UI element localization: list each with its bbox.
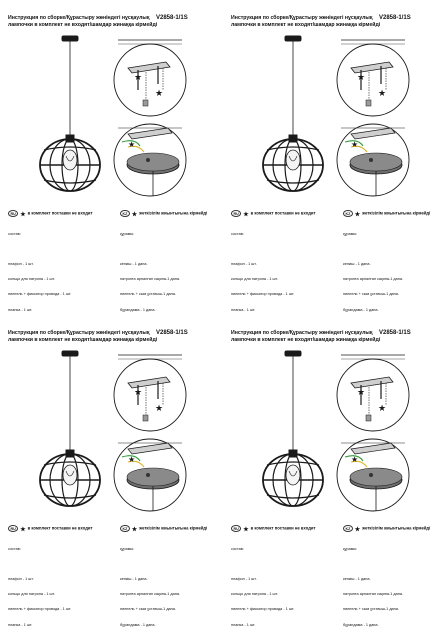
title-line-1: Инструкция по сборке/Құрастыру жөніндегі нұсқаулық — [8, 330, 150, 336]
star-mark: ★ — [357, 388, 366, 398]
kz-text-block — [343, 222, 443, 315]
title-line-2: лампочки в комплект не входят/шамдар жинаққа кірмейді — [8, 337, 158, 343]
instruction-copy — [0, 0, 223, 315]
ru-note — [8, 210, 93, 218]
kz-item: патронға арналған сақина-1 дана. — [343, 591, 404, 596]
ru-text-block — [8, 222, 113, 315]
kz-badge: KZ — [120, 525, 130, 532]
model-number: V2858-1/1S — [156, 15, 188, 21]
kz-heading: құрамы: — [120, 232, 135, 237]
ceiling-canopy — [62, 351, 78, 356]
ru-item: ниппель + фиксатор провода - 1 шт. — [8, 292, 72, 297]
canopy-install-detail — [114, 439, 186, 511]
title-line-2: лампочки в комплект не входят/шамдар жинаққа кірмейді — [8, 22, 158, 28]
kz-item: ниппель + сым ұстағыш-1 дана. — [343, 292, 399, 297]
model-number: V2858-1/1S — [379, 330, 411, 336]
ru-note-text: в комплект поставки не входит — [27, 525, 93, 531]
kz-item: кепкіш - 1 дана. — [120, 261, 148, 266]
kz-badge: KZ — [343, 525, 353, 532]
kz-item: кепкіш - 1 дана. — [120, 576, 148, 581]
ru-item: ниппель + фиксатор провода - 1 шт. — [231, 607, 295, 612]
star-mark: ★ — [134, 388, 143, 398]
ru-note-text: в комплект поставки не входит — [250, 210, 316, 216]
star-mark: ★ — [155, 89, 164, 99]
ru-heading: состав: — [231, 232, 244, 237]
pendant-lamp-image — [40, 351, 100, 506]
model-number: V2858-1/1S — [379, 15, 411, 21]
ru-heading: состав: — [8, 547, 21, 552]
kz-item: кепкіш - 1 дана. — [343, 261, 371, 266]
ceiling-canopy — [285, 36, 301, 41]
mounting-bar-detail — [337, 355, 409, 431]
ru-item: планка - 1 шт. — [8, 307, 33, 312]
ru-badge: RU — [231, 210, 241, 217]
kz-note — [343, 525, 430, 533]
ceiling-canopy — [62, 36, 78, 41]
kz-heading: құрамы: — [120, 547, 135, 552]
bulb — [286, 150, 300, 170]
ru-note — [231, 525, 316, 533]
mounting-bar-detail — [337, 40, 409, 116]
ru-item: плафон - 1 шт. — [231, 576, 257, 581]
ru-text-block — [231, 222, 336, 315]
star-mark: ★ — [357, 73, 366, 83]
kz-note-text: жеткізілім жиынтығына кірмейді — [139, 525, 208, 531]
kz-note — [120, 525, 207, 533]
ceiling-canopy — [285, 351, 301, 356]
ru-badge: RU — [8, 210, 18, 217]
canopy-install-detail — [337, 124, 409, 196]
kz-item: ниппель + сым ұстағыш-1 дана. — [343, 607, 399, 612]
instruction-copy — [223, 0, 446, 315]
star-mark: ★ — [351, 140, 359, 149]
bulb — [63, 465, 77, 485]
bulb — [286, 465, 300, 485]
star-mark: ★ — [378, 404, 387, 414]
star-mark: ★ — [128, 455, 136, 464]
ru-item: кольцо для патрона - 1 шт. — [231, 276, 278, 281]
ru-heading: состав: — [8, 232, 21, 237]
star-icon: ★ — [354, 526, 361, 533]
kz-item: бұрандама - 1 дана. — [120, 622, 156, 627]
kz-item: патронға арналған сақина-1 дана. — [343, 276, 404, 281]
kz-item: патронға арналған сақина-1 дана. — [120, 276, 181, 281]
model-number: V2858-1/1S — [156, 330, 188, 336]
kz-text-block — [343, 537, 443, 630]
kz-item: кепкіш - 1 дана. — [343, 576, 371, 581]
pendant-lamp-image — [40, 36, 100, 191]
star-icon: ★ — [243, 526, 249, 533]
ru-item: кольцо для патрона - 1 шт. — [8, 276, 55, 281]
ru-item: кольцо для патрона - 1 шт. — [8, 591, 55, 596]
kz-item: ниппель + сым ұстағыш-1 дана. — [120, 607, 176, 612]
instruction-copy — [0, 315, 223, 630]
title-line-1: Инструкция по сборке/Құрастыру жөніндегі нұсқаулық — [8, 15, 150, 21]
bulb — [63, 150, 77, 170]
kz-note — [343, 210, 430, 218]
star-mark: ★ — [351, 455, 359, 464]
kz-note — [120, 210, 207, 218]
ru-note — [231, 210, 316, 218]
instruction-copy — [223, 315, 446, 630]
kz-item: бұрандама - 1 дана. — [343, 307, 379, 312]
star-icon: ★ — [243, 211, 249, 218]
kz-item: бұрандама - 1 дана. — [120, 307, 156, 312]
title-line-2: лампочки в комплект не входят/шамдар жинаққа кірмейді — [231, 337, 381, 343]
kz-heading: құрамы: — [343, 547, 358, 552]
mounting-bar-detail — [114, 355, 186, 431]
star-icon: ★ — [20, 211, 26, 218]
ru-text-block — [8, 537, 113, 630]
title-line-1: Инструкция по сборке/Құрастыру жөніндегі нұсқаулық — [231, 15, 373, 21]
star-icon: ★ — [131, 211, 138, 218]
ru-item: кольцо для патрона - 1 шт. — [231, 591, 278, 596]
ru-item: плафон - 1 шт. — [8, 261, 34, 266]
kz-note-text: жеткізілім жиынтығына кірмейді — [139, 210, 208, 216]
kz-text-block — [120, 222, 220, 315]
ru-badge: RU — [8, 525, 18, 532]
ru-note — [8, 525, 93, 533]
star-icon: ★ — [131, 526, 138, 533]
pendant-lamp-image — [263, 36, 323, 191]
kz-item: патронға арналған сақина-1 дана. — [120, 591, 181, 596]
ru-item: ниппель + фиксатор провода - 1 шт. — [231, 292, 295, 297]
kz-note-text: жеткізілім жиынтығына кірмейді — [362, 210, 431, 216]
ru-item: ниппель + фиксатор провода - 1 шт. — [8, 607, 72, 612]
kz-badge: KZ — [343, 210, 353, 217]
ru-item: планка - 1 шт. — [231, 622, 256, 627]
ru-text-block — [231, 537, 336, 630]
star-mark: ★ — [128, 140, 136, 149]
ru-note-text: в комплект поставки не входит — [250, 525, 316, 531]
ru-item: планка - 1 шт. — [8, 622, 33, 627]
canopy-install-detail — [114, 124, 186, 196]
ru-note-text: в комплект поставки не входит — [27, 210, 93, 216]
kz-badge: KZ — [120, 210, 130, 217]
mounting-bar-detail — [114, 40, 186, 116]
ru-item: планка - 1 шт. — [231, 307, 256, 312]
star-mark: ★ — [134, 73, 143, 83]
star-mark: ★ — [155, 404, 164, 414]
star-mark: ★ — [378, 89, 387, 99]
title-line-1: Инструкция по сборке/Құрастыру жөніндегі нұсқаулық — [231, 330, 373, 336]
star-icon: ★ — [354, 211, 361, 218]
ru-item: плафон - 1 шт. — [8, 576, 34, 581]
title-line-2: лампочки в комплект не входят/шамдар жинаққа кірмейді — [231, 22, 381, 28]
star-icon: ★ — [20, 526, 26, 533]
ru-badge: RU — [231, 525, 241, 532]
kz-text-block — [120, 537, 220, 630]
kz-item: ниппель + сым ұстағыш-1 дана. — [120, 292, 176, 297]
pendant-lamp-image — [263, 351, 323, 506]
ru-item: плафон - 1 шт. — [231, 261, 257, 266]
canopy-install-detail — [337, 439, 409, 511]
ru-heading: состав: — [231, 547, 244, 552]
kz-note-text: жеткізілім жиынтығына кірмейді — [362, 525, 431, 531]
kz-item: бұрандама - 1 дана. — [343, 622, 379, 627]
kz-heading: құрамы: — [343, 232, 358, 237]
